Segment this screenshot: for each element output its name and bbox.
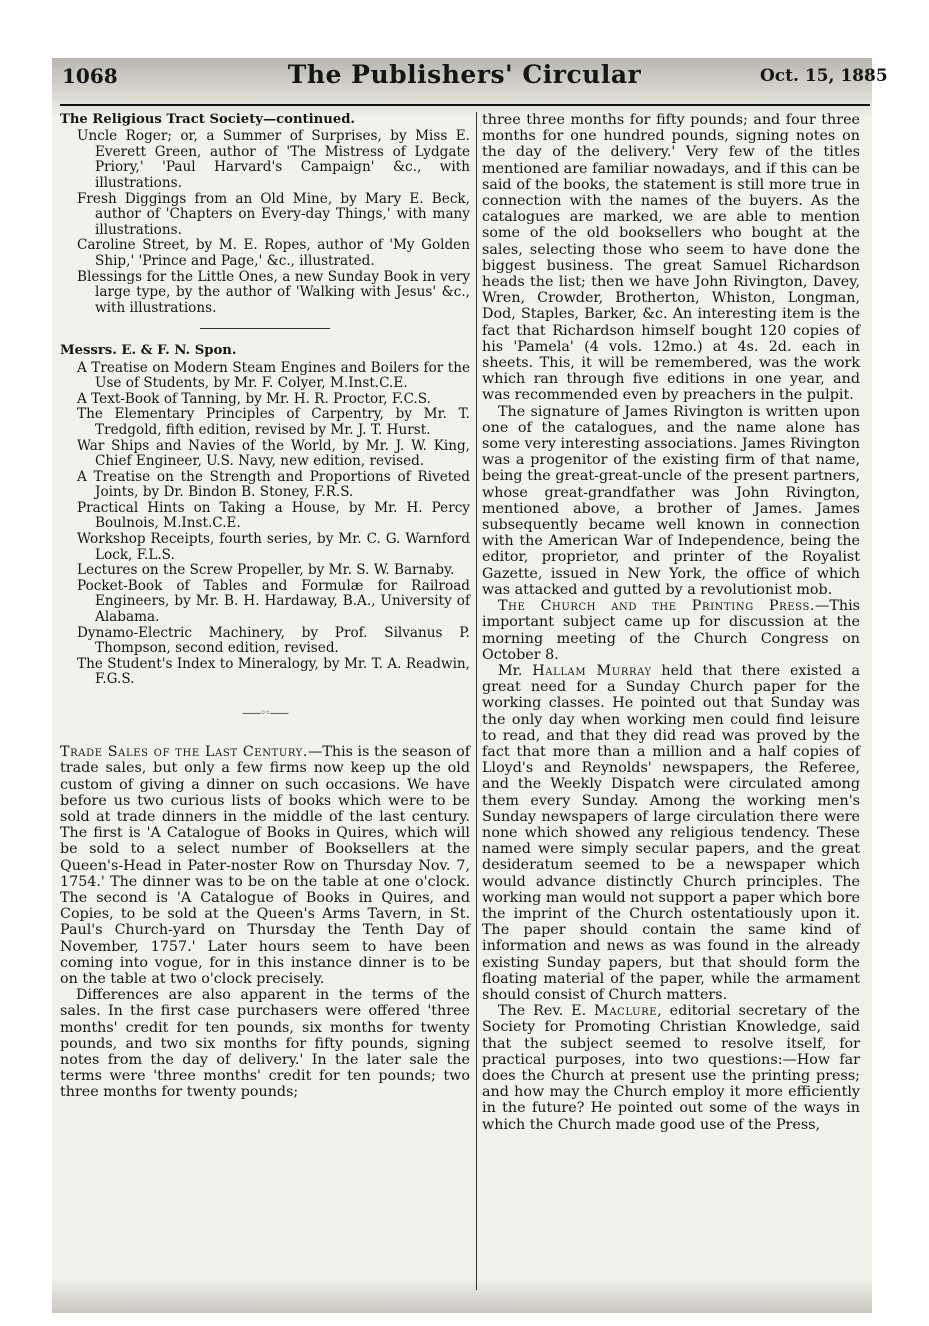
list-item: Caroline Street, by M. E. Ropes, author of 'My Golden Ship,' 'Prince and Page,' &c., illustrated.	[77, 237, 470, 269]
page-number: 1068	[62, 64, 118, 88]
paragraph-text: , editorial secretary of the Society for Promoting Christian Knowledge, said that the subject seemed to resolve itself, for practical purposes, into two questions:—How far does the Church at present use the printing press; and how may the Church employ it more efficiently in the future? He pointed out some of the ways in which the Church made good use of the Press,	[482, 1003, 860, 1133]
paragraph-text: held that there existed a great need for a Sunday Church paper for the working classes. He pointed out that Sunday was the only day when working men could find leisure to read, and that they did read was proved by the fact that more than a million and a half copies of Lloyd's and Reynolds' newspapers, the Referee, and the Weekly Dispatch were circulated among them every Sunday. Among the working men's Sunday newspapers of large circulation there were none which showed any religious tendency. These named were simply secular papers, and the great desideratum seemed to be a newspaper which would advance distinctly Church principles. The working man would not support a paper which bore the imprint of the Church ostentatiously upon it. The paper should contain the same kind of information and news as was found in the already existing Sunday papers, but that should form the floating material of the paper, while the armament should consist of Church matters.	[482, 662, 860, 1003]
section-heading-spon: Messrs. E. & F. N. Spon.	[60, 343, 237, 359]
person-name-murray: Hallam Murray	[532, 662, 652, 679]
list-item: The Student's Index to Mineralogy, by Mr. T. A. Readwin, F.G.S.	[77, 655, 470, 688]
person-name-maclure: Maclure	[594, 1003, 658, 1020]
list-item: Practical Hints on Taking a House, by Mr. H. Percy Boulnois, M.Inst.C.E.	[77, 499, 470, 532]
article-heading-trade-sales: Trade Sales of the Last Century.	[60, 744, 309, 761]
article-trade-sales	[60, 744, 470, 987]
paragraph	[482, 663, 860, 1003]
paragraph	[482, 1003, 860, 1133]
paragraph-text: —This important subject came up for discussion at the morning meeting of the Church Congress on October 8.	[482, 598, 860, 663]
paragraph: Differences are also apparent in the terms of the sales. In the first case purchasers were offered 'three months' credit for ten pounds, six months for twenty pounds, and two six months for fifty pounds, signing notes from the day of delivery.' In the later sale the terms were 'three months' credit for ten pounds; two three months for twenty pounds;	[60, 987, 470, 1101]
ornament-divider: ——◦◦——	[242, 708, 288, 719]
list-item: A Treatise on Modern Steam Engines and Boilers for the Use of Students, by Mr. F. Colyer, M.Inst.C.E.	[77, 359, 470, 392]
paragraph: The signature of James Rivington is written upon one of the catalogues, and the name alone has some very interesting associations. James Rivington was a progenitor of the existing firm of that name, being the great-great-uncle of the present partners, whose great-grandfather was John Rivington, mentioned above, a brother of James. James subsequently became well known in connection with the American War of Independence, being the editor, proprietor, and printer of the Royalist Gazette, issued in New York, the office of which was attacked and gutted by a revolutionist mob.	[482, 403, 860, 598]
masthead-title: The Publishers' Circular	[287, 60, 642, 89]
section-heading-religious-tract: The Religious Tract Society—continued.	[60, 112, 356, 127]
list-item: Dynamo-Electric Machinery, by Prof. Silvanus P. Thompson, second edition, revised.	[77, 624, 470, 657]
list-item: Uncle Roger; or, a Summer of Surprises, by Miss E. Everett Green, author of 'The Mistress of Lydgate Priory,' 'Paul Harvard's Campaign' &c., with illustrations.	[77, 128, 470, 191]
page-bottom-shadow	[52, 1280, 872, 1313]
article-church-press	[482, 598, 860, 663]
list-item: Fresh Diggings from an Old Mine, by Mary E. Beck, author of 'Chapters on Every-day Things,' with many illustrations.	[77, 190, 470, 238]
list-item: Lectures on the Screw Propeller, by Mr. S. W. Barnaby.	[77, 562, 455, 579]
list-item: War Ships and Navies of the World, by Mr. J. W. King, Chief Engineer, U.S. Navy, new edition, revised.	[77, 437, 470, 470]
list-item: Blessings for the Little Ones, a new Sunday Book in very large type, by the author of 'Walking with Jesus' &c., with illustrations.	[77, 268, 470, 316]
left-column	[60, 112, 470, 1101]
header-rule	[60, 104, 870, 106]
list-item: Pocket-Book of Tables and Formulæ for Railroad Engineers, by Mr. B. H. Hardaway, B.A., University of Alabama.	[77, 577, 470, 626]
paragraph: three three months for fifty pounds; and four three months for one hundred pounds, signing notes on the day of the delivery.' Very few of the titles mentioned are familiar nowadays, and if this can be said of the books, the statement is still more true in connection with the names of the buyers. As the catalogues are marked, we are able to mention some of the old booksellers who bought at the sales, selecting those who seem to have done the biggest business. The great Samuel Richardson heads the list; then we have John Rivington, Davey, Wren, Crowder, Brotherton, Whiston, Longman, Dod, Staples, Barker, &c. An interesting item is the fact that Richardson himself bought 120 copies of his 'Pamela' (4 vols. 12mo.) at 4s. 2d. each in sheets. This, it will be remembered, was the work which ran through five editions in one year, and was recommended even by preachers in the pulpit.	[482, 112, 860, 404]
section-divider	[200, 328, 330, 329]
right-column	[482, 112, 860, 1133]
list-item: A Text-Book of Tanning, by Mr. H. R. Proctor, F.C.S.	[77, 390, 431, 407]
list-item: The Elementary Principles of Carpentry, by Mr. T. Tredgold, fifth edition, revised by Mr. J. T. Hurst.	[77, 406, 470, 438]
spon-list	[46, 361, 470, 688]
list-item: A Treatise on the Strength and Proportions of Riveted Joints, by Dr. Bindon B. Stoney, F.R.S.	[77, 468, 470, 501]
issue-date: Oct. 15, 1885	[760, 66, 888, 86]
column-rule	[476, 112, 477, 1290]
paragraph-prefix: Mr.	[498, 662, 533, 679]
paragraph-text: —This is the season of trade sales, but only a few firms now keep up the old custom of giving a dinner on such occasions. We have before us two curious lists of books which were to be sold at trade dinners in the middle of the last century. The first is 'A Catalogue of Books in Quires, which will be sold to a select number of Booksellers at the Queen's-Head in Pater-noster Row on Thursday Nov. 7, 1754.' The dinner was to be on the table at one o'clock. The second is 'A Catalogue of Books in Quires, and Copies, to be sold at the Queen's Arms Tavern, in St. Paul's Church-yard on Thursday the Tenth Day of November, 1757.' Later hours seem to have been coming into vogue, for in this instance dinner is to be on the table at two o'clock precisely.	[60, 744, 470, 988]
religious-tract-list	[46, 129, 470, 316]
list-item: Workshop Receipts, fourth series, by Mr. C. G. Warnford Lock, F.L.S.	[77, 531, 470, 563]
paragraph-prefix: The Rev. E.	[498, 1003, 595, 1020]
article-heading-church-press: The Church and the Printing Press.	[498, 598, 816, 615]
